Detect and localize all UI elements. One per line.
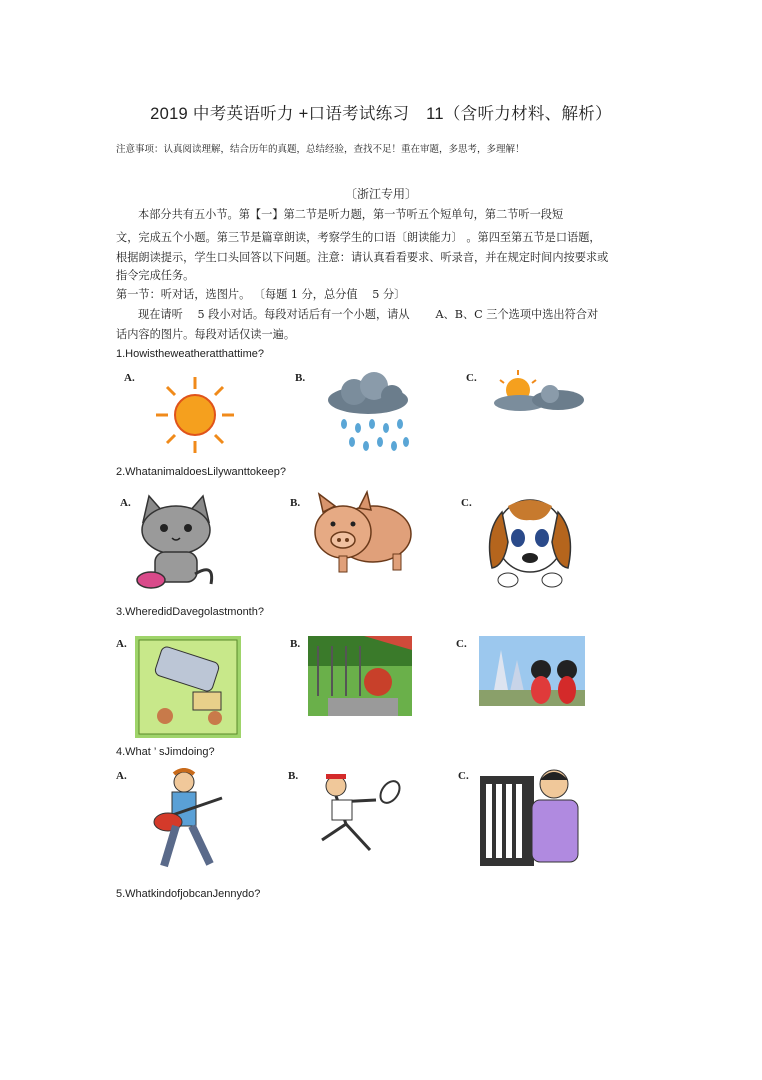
page-title: 2019 中考英语听力 +口语考试练习 11（含听力材料、解析） [150,105,612,123]
guitar-player-icon [148,768,232,876]
sun-icon [150,375,240,455]
question-5: 5.WhatkindofjobcanJennydo? [116,888,261,900]
section-instruction-1: 现在请听 5 段小对话。每段对话后有一个小题，请从 A、B、C 三个选项中选出符合对 [138,308,599,321]
intro-line-2: 文，完成五个小题。第三节是篇章朗读，考察学生的口语〔朗读能力〕 。第四至第五节是口语题， [116,231,601,244]
q4-option-b-label: B. [288,770,299,782]
q4-option-a-label: A. [116,770,127,782]
rain-cloud-icon [322,372,414,460]
q2-option-a-label: A. [120,497,131,509]
q3-option-b-label: B. [290,638,301,650]
question-1: 1.Howistheweatheratthattime? [116,348,264,360]
q1-option-c-label: C. [466,372,477,384]
badminton-player-icon [306,770,410,856]
section-instruction-2: 话内容的图片。每段对话仅读一遍。 [116,328,296,341]
q2-option-c-label: C. [461,497,472,509]
notice-text: 注意事项：认真阅读理解，结合历年的真题，总结经验，查找不足！重在审题，多思考，多理解！ [116,144,525,155]
intro-line-4: 指令完成任务。 [116,269,195,282]
question-4: 4.What ’ sJimdoing? [116,746,215,758]
intro-line-3: 根据朗读提示，学生口头回答以下问题。注意：请认真看看要求、听录音，并在规定时间内按要求或 [116,251,609,264]
q2-option-b-label: B. [290,497,301,509]
pig-icon [305,490,415,578]
puppy-icon [482,492,578,592]
q4-option-c-label: C. [458,770,469,782]
piano-player-icon [478,766,582,868]
q3-option-a-label: A. [116,638,127,650]
question-3: 3.WheredidDavegolastmonth? [116,606,264,618]
q1-option-b-label: B. [295,372,306,384]
section-heading: 第一节：听对话，选图片。 〔每题 1 分，总分值 5 分〕 [116,288,406,301]
question-2: 2.WhatanimaldoesLilywanttokeep? [116,466,286,478]
region-subtitle: 〔浙江专用〕 [344,187,417,201]
zoo-visit-image [308,636,412,716]
partly-cloudy-icon [490,368,585,413]
disneyland-image [479,636,585,706]
museum-map-image [135,636,241,738]
intro-line-1: 本部分共有五小节。第【一】第二节是听力题，第一节听五个短单句，第二节听一段短 [138,208,564,221]
cat-icon [135,492,217,592]
q1-option-a-label: A. [124,372,135,384]
q3-option-c-label: C. [456,638,467,650]
